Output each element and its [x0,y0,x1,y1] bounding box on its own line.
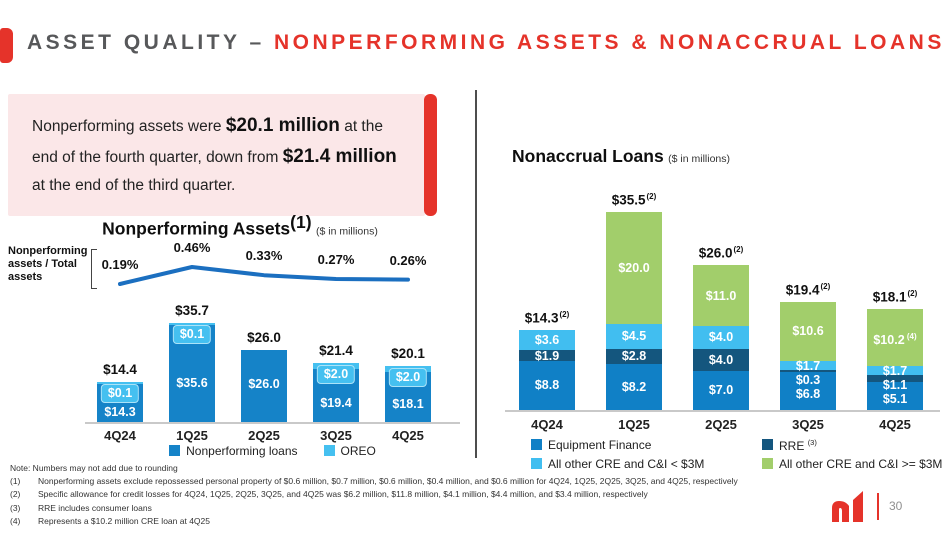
segment-label: $4.0 [708,352,734,367]
footnote-3-num: (3) [10,502,21,513]
ratio-axis-label: Nonperforming assets / Total assets [8,245,88,283]
na-chart-title-text: Nonaccrual Loans [512,146,664,166]
footnote-4-num: (4) [10,515,21,526]
legend-label: OREO [340,444,376,458]
segment-label: $5.1 [882,391,908,406]
segment-label: $14.3 [104,405,136,419]
footnote-4-text: Represents a $10.2 million CRE loan at 4Q25 [38,515,210,526]
ratio-point-label: 0.46% [173,240,211,256]
stacked-bar [606,212,662,410]
segment-label: $4.5 [621,329,647,344]
footnote-note [10,463,940,474]
np-bar [313,363,359,422]
equipment-finance-swatch [531,439,542,450]
na-chart-subtitle: ($ in millions) [668,153,731,165]
rre-label: RRE [779,439,805,453]
oreo-label-box: $0.1 [173,325,211,344]
legend-label: All other CRE and C&I < $3M [548,457,705,471]
footnote-3 [10,503,940,514]
callout-line2-bold: $21.4 million [282,145,397,167]
segment-label: $10.6 [792,324,824,339]
segment-label: $0.3 [795,372,821,387]
vertical-divider [475,90,477,458]
bar-total-label: $18.1$^{(2)}$ [872,289,918,305]
page-title [27,31,945,55]
segment-label: $26.0 [248,377,280,391]
callout-line2 [32,142,417,173]
footnote-1 [10,476,940,487]
segment-label: $8.8 [534,378,560,393]
segment-label: $4.0 [708,330,734,345]
segment-label: $7.0 [708,383,734,398]
footnote-note-text: Note: Numbers may not add due to rounding [10,463,178,473]
stacked-bar [780,302,836,410]
bar-total-label: $20.1 [391,346,425,361]
callout-line1-bold: $20.1 million [225,115,340,136]
oreo-label-box: $2.0 [317,365,355,384]
header-accent-bar [0,28,13,63]
callout-line2-pre: end of the fourth quarter, down from [32,148,283,166]
ratio-point-label: 0.26% [389,252,427,268]
ratio-point-label: 0.33% [245,248,283,264]
segment-label: $20.0 [618,260,650,275]
bar-total-label: $21.4 [319,343,353,358]
category-label: 4Q25 [879,417,911,432]
bar-total-label: $14.4 [103,362,137,377]
stacked-bar [867,309,923,410]
footnotes [10,463,940,529]
category-label: 4Q24 [531,417,563,432]
legend-label: Equipment Finance [548,438,652,452]
footnote-4 [10,516,940,527]
segment-label: $1.9 [534,348,560,363]
na-chart-plot [505,190,940,435]
stacked-bar [519,330,575,410]
segment-label: $6.8 [795,386,821,401]
segment-label: $3.6 [534,333,560,348]
category-label: 4Q25 [392,428,424,443]
footnote-2-text: Specific allowance for credit losses for 4Q24, 1Q25, 2Q25, 3Q25, and 4Q25 was $6.2 million, $11.8 million, $4.1 million, $4.4 million, and $3.4 million, respectively [38,489,648,500]
segment-label: $35.6 [176,375,208,390]
stacked-bar [693,265,749,410]
page-title-gray: ASSET QUALITY – [27,31,274,54]
np-chart-title-sup: (1) [290,212,312,232]
segment-label: $19.4 [320,395,352,410]
footnote-1-num: (1) [10,476,21,487]
company-logo-icon [829,489,869,523]
footer-divider [877,493,879,520]
legend-label: Nonperforming loans [186,444,298,458]
np-chart-plot [85,228,460,462]
category-label: 3Q25 [320,428,352,443]
segment-label: $1.1 [882,377,908,392]
na-x-axis [505,410,940,412]
legend-item-rre [762,438,817,453]
category-label: 1Q25 [176,428,208,443]
legend-item-nonperforming-loans [169,444,297,458]
bar-total-label: $26.0 [247,330,281,345]
callout-line3: at the end of the third quarter. [32,176,236,194]
callout-line1 [32,111,417,142]
callout-line1-pre: Nonperforming assets were [32,118,226,135]
np-bar [241,350,287,422]
category-label: 3Q25 [792,417,824,432]
footnote-2 [10,489,940,500]
na-chart-title [512,146,730,167]
segment-label: $2.8 [621,349,647,364]
callout-accent-bar [424,94,437,216]
oreo-label-box: $0.1 [101,384,139,403]
bar-total-label: $19.4$^{(2)}$ [785,282,831,298]
legend-item-oreo [324,444,376,458]
category-label: 4Q24 [104,428,136,443]
oreo-swatch [324,445,335,456]
legend-item-equipment-finance [531,438,651,452]
np-x-axis [85,422,460,424]
callout-text [32,111,417,198]
bar-total-label: $35.5$^{(2)}$ [611,192,657,208]
oreo-label-box: $2.0 [389,368,427,387]
nonperforming-loans-swatch [169,445,180,456]
np-bar [169,323,215,422]
footnote-2-num: (2) [10,489,21,500]
category-label: 2Q25 [705,417,737,432]
bar-total-label: $35.7 [175,303,209,318]
segment-label: $18.1 [392,397,424,411]
np-legend [85,444,460,458]
page-title-red: NONPERFORMING ASSETS & NONACCRUAL LOANS [273,31,945,54]
footnote-3-text: RRE includes consumer loans [38,502,152,513]
legend-label [779,438,817,453]
segment-label: $1.7 [882,363,908,378]
ratio-point-label: 0.19% [101,257,139,273]
ratio-point-label: 0.27% [317,251,355,267]
rre-swatch [762,439,773,450]
np-bar [385,366,431,422]
np-chart-title-text: Nonperforming Assets [102,218,291,239]
np-bar [97,382,143,422]
segment-label: $11.0 [705,288,737,303]
callout-line1-post: at the [339,118,383,135]
segment-label: $10.2 $^{(4)}$ [873,332,917,348]
bar-total-label: $26.0$^{(2)}$ [698,245,744,261]
segment-label: $1.7 [795,358,821,373]
footnote-1-text: Nonperforming assets exclude repossessed personal property of $0.6 million, $0.7 million, $0.6 million, $0.4 million, and $0.6 million for 4Q24, 1Q25, 2Q25, 3Q25, and 4Q25, respectively [38,476,738,487]
bar-total-label: $14.3$^{(2)}$ [524,310,570,326]
category-label: 2Q25 [248,428,280,443]
rre-label-sup: (3) [807,438,817,447]
segment-label: $8.2 [621,380,647,395]
page-number: 30 [889,499,903,513]
legend-label: All other CRE and C&I >= $3M [779,457,943,471]
np-chart-subtitle: ($ in millions) [315,225,378,238]
category-label: 1Q25 [618,417,650,432]
